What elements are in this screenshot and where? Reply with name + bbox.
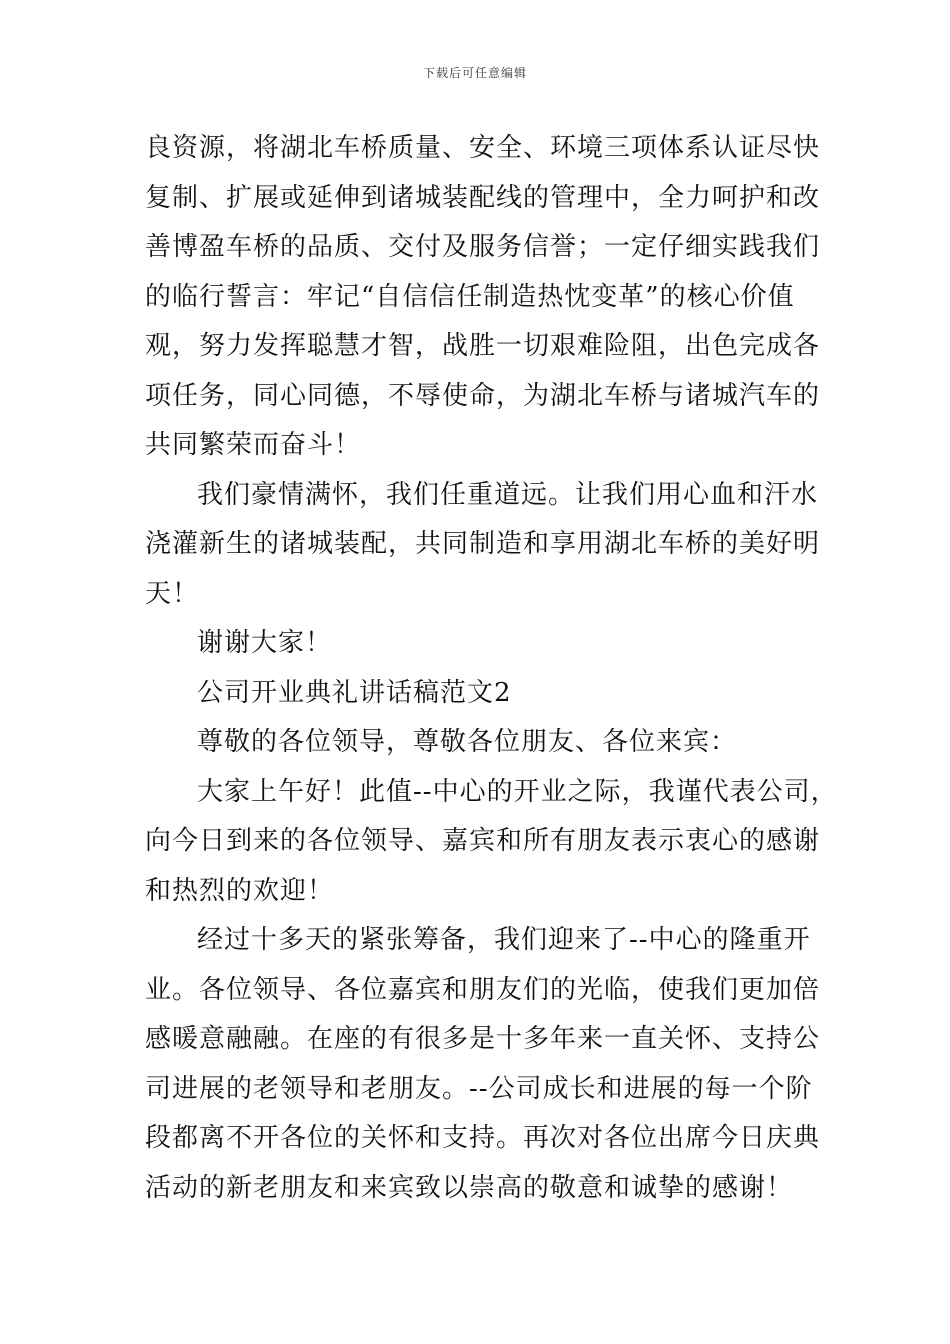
text-line: 活动的新老朋友和来宾致以崇高的敬意和诚挚的感谢！: [145, 1172, 794, 1203]
text-line: 观，努力发挥聪慧才智，战胜一切艰难险阻，出色完成各: [145, 331, 821, 361]
salutation-line: 尊敬的各位领导，尊敬各位朋友、各位来宾：: [197, 727, 738, 757]
text-line: 司进展的老领导和老朋友。--公司成长和进展的每一个阶: [145, 1073, 813, 1104]
text-line: 浇灌新生的诸城装配，共同制造和享用湖北车桥的美好明: [145, 529, 821, 559]
text-line: 和热烈的欢迎！: [145, 875, 335, 906]
paragraph-start-line: 经过十多天的紧张筹备，我们迎来了--中心的隆重开: [197, 925, 811, 955]
document-body: [145, 124, 838, 1213]
text-line: 业。各位领导、各位嘉宾和朋友们的光临，使我们更加倍: [145, 974, 821, 1005]
text-line: 向今日到来的各位领导、嘉宾和所有朋友表示衷心的感谢: [145, 826, 821, 856]
text-line: 的临行誓言：牢记“自信信任制造热忱变革”的核心价值: [145, 281, 795, 312]
closing-thanks-line: 谢谢大家！: [197, 628, 333, 658]
page-header: 下载后可任意编辑: [422, 66, 527, 80]
paragraph-start-line: 大家上午好！此值--中心的开业之际，我谨代表公司，: [197, 776, 838, 807]
text-line: 天！: [145, 578, 200, 609]
text-line: 共同繁荣而奋斗！: [145, 430, 362, 460]
text-line: 复制、扩展或延伸到诸城装配线的管理中，全力呵护和改: [145, 182, 821, 213]
paragraph-start-line: 我们豪情满怀，我们任重道远。让我们用心血和汗水: [197, 479, 819, 510]
section-title: 公司开业典礼讲话稿范文2: [197, 677, 512, 708]
text-line: 段都离不开各位的关怀和支持。再次对各位出席今日庆典: [145, 1123, 821, 1153]
text-line: 善博盈车桥的品质、交付及服务信誉；一定仔细实践我们: [145, 232, 821, 262]
text-line: 感暖意融融。在座的有很多是十多年来一直关怀、支持公: [145, 1024, 821, 1054]
text-line: 项任务，同心同德，不辱使命，为湖北车桥与诸城汽车的: [145, 380, 821, 411]
text-line: 良资源，将湖北车桥质量、安全、环境三项体系认证尽快: [145, 133, 821, 163]
